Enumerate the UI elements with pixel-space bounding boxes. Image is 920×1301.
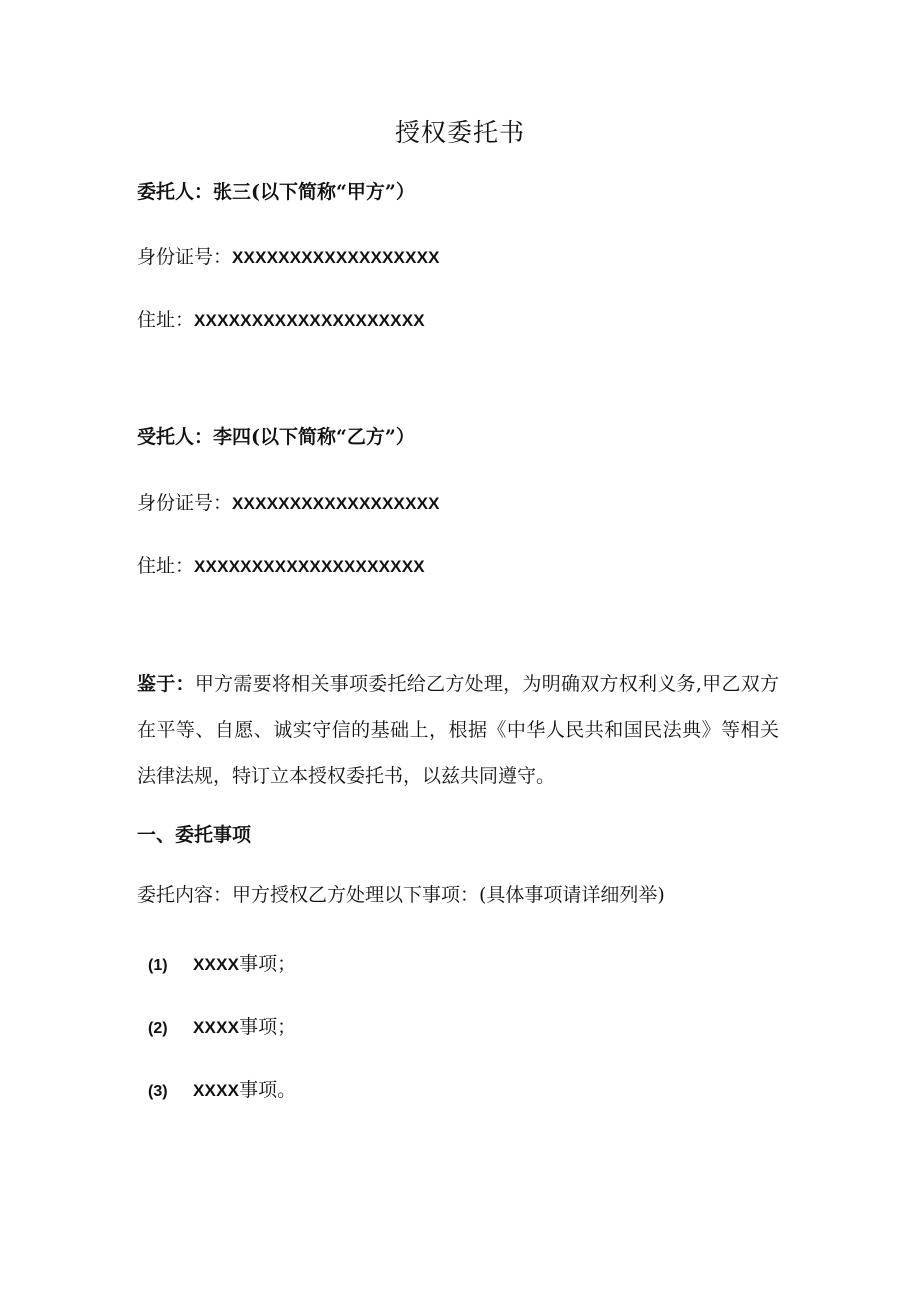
whereas-label: 鉴于：: [137, 673, 195, 695]
list-item-text: 事项；: [239, 1016, 297, 1038]
list-item-number: (1): [148, 957, 168, 974]
agent-address-label: 住址：: [137, 555, 195, 577]
principal-id-line: [137, 244, 440, 271]
document-title: 授权委托书: [394, 118, 525, 147]
agent-id-label: 身份证号：: [137, 492, 233, 514]
principal-id-value: XXXXXXXXXXXXXXXXXX: [232, 248, 440, 267]
list-item-number: (2): [148, 1020, 168, 1037]
agent-id-line: [137, 490, 440, 517]
principal-address-label: 住址：: [137, 309, 195, 331]
list-item-code: XXXX: [193, 955, 240, 974]
list-item-text: 事项；: [239, 953, 297, 975]
agent-id-value: XXXXXXXXXXXXXXXXXX: [232, 494, 440, 513]
list-item-text: 事项。: [239, 1079, 297, 1101]
list-item-number: (3): [148, 1083, 168, 1100]
list-item: [148, 1077, 296, 1105]
agent-heading: 受托人：李四(以下简称“乙方”）: [137, 426, 415, 448]
principal-address-value: XXXXXXXXXXXXXXXXXXXX: [194, 311, 425, 330]
list-item-code: XXXX: [193, 1018, 240, 1037]
whereas-text: 甲方需要将相关事项委托给乙方处理，为明确双方权利义务,甲乙双方在平等、自愿、诚实守信的基础上，根据《中华人民共和国民法典》等相关法律法规，特订立本授权委托书，以兹共同遵守。: [137, 673, 779, 787]
section-1-content: 委托内容：甲方授权乙方处理以下事项：(具体事项请详细列举): [137, 884, 665, 906]
section-1-heading: 一、委托事项: [137, 824, 252, 846]
list-item-code: XXXX: [193, 1081, 240, 1100]
list-item: [148, 1014, 296, 1042]
principal-heading: 委托人：张三(以下简称“甲方”）: [137, 181, 415, 203]
list-item: [148, 951, 296, 979]
principal-address-line: [137, 307, 425, 334]
whereas-paragraph: [137, 661, 779, 799]
agent-address-value: XXXXXXXXXXXXXXXXXXXX: [194, 557, 425, 576]
principal-id-label: 身份证号：: [137, 246, 233, 268]
agent-address-line: [137, 553, 425, 580]
